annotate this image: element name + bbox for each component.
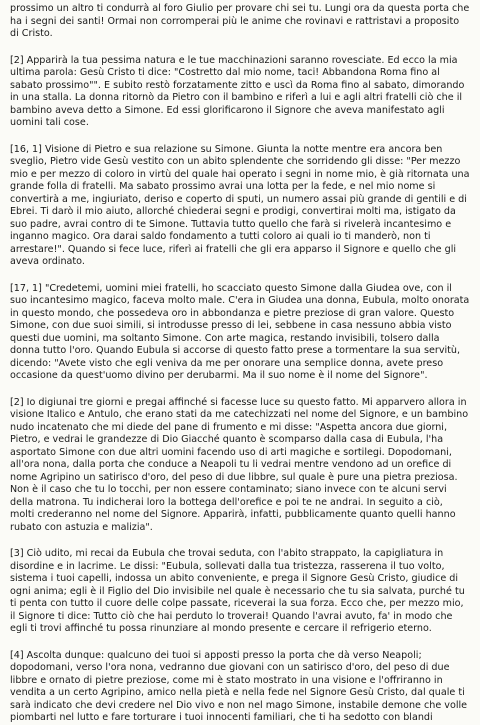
paragraph-15-2: [2] Apparirà la tua pessima natura e le tue macchinazioni saranno rovesciate. Ed ecco la mia ultima parola: Gesù Cristo ti dice: "Costretto dal mio nome, taci! Abbandona Roma fino al sabato prossimo"". E subito restò forzatamente zitto e uscì da Roma fino al sabato, dimorando in una stalla. La donna ritornò da Pietro con il bambino e riferì a lui e agli altri fratelli ciò che il bambino aveva detto a Simone. Ed essi glorificarono il Signore che aveva manifestato agli uomini tali cose. xyxy=(10,54,465,128)
paragraph-intro: prossimo un altro ti condurrà al foro Giulio per provare chi sei tu. Lungi ora da questa porta che ha i segni dei santi! Ormai non corromperai più le anime che rovinavi e rattristavi a proposito di Cristo. xyxy=(10,3,470,39)
paragraph-17-4: [4] Ascolta dunque: qualcuno dei tuoi si apposti presso la porta che dà verso Neapoli; dopodomani, verso l'ora nona, vedranno due giovani con un satirisco d'oro, del peso di due libbre e ornato di pietre preziose, come mi è stato mostrato in una visione e l'offriranno in vendita a un certo Agripino, amico nella pietà e nella fede nel Signore Gesù Cristo, dal quale ti sarà indicato che devi credere nel Dio vivo e non nel mago Simone, instabile demone che volle piombarti nel lutto e fare torturare i tuoi innocenti familiari, che ti ha sedotto con blandi xyxy=(10,649,468,723)
paragraph-17-3: [3] Ciò udito, mi recai da Eubula che trovai seduta, con l'abito strappato, la capigliatura in disordine e in lacrime. Le dissi: "Eubula, sollevati dalla tua tristezza, rasserena il tuo volto, sistema i tuoi capelli, indossa un abito conveniente, e prega il Signore Gesù Cristo, giudice di ogni anima; egli è il Figlio del Dio invisibile nel quale è necessario che tu sia salvata, purché tu ti penta con tutto il cuore delle colpe passate, riceverai la sua forza. Ecco che, per mezzo mio, il Signore ti dice: Tutto ciò che hai perduto lo troverai! Quando l'avrai avuto, fa' in modo che egli ti trovi affinché tu possa rinunziare al mondo presente e cercare il refrigerio eterno. xyxy=(10,548,465,634)
paragraph-17-1: [17, 1] "Credetemi, uomini miei fratelli, ho scacciato questo Simone dalla Giudea ove, con il suo incantesimo magico, faceva molto male. C'era in Giudea una donna, Eubula, molto onorata in questo mondo, che possedeva oro in abbondanza e pietre preziose di gran valore. Questo Simone, con due suoi simili, si introdusse presso di lei, sebbene in casa nessuno abbia visto questi due uomini, ma soltanto Simone. Con arte magica, restando invisibili, tolsero dalla donna tutto l'oro. Quando Eubula si accorse di questo fatto prese a tormentare la sua servitù, dicendo: "Avete visto che egli veniva da me per onorare una semplice donna, avete preso occasione da quest'uomo divino per derubarmi. Ma il suo nome è il nome del Signore". xyxy=(10,282,470,381)
paragraph-17-2: [2] Io digiunai tre giorni e pregai affinché si facesse luce su questo fatto. Mi apparvero allora in visione Italico e Antulo, che erano stati da me catechizzati nel nome del Signore, e un bambino nudo incatenato che mi diede del pane di frumento e mi disse: "Aspetta ancora due giorni, Pietro, e vedrai le grandezze di Dio Giacché quanto è scomparso dalla casa di Eubula, l'ha asportato Simone con due altri uomini facendo uso di arti magiche e sortilegi. Dopodomani, all'ora nona, dalla porta che conduce a Neapoli tu li vedrai mentre vendono ad un orefice di nome Agripino un satirisco d'oro, del peso di due libbre, sul quale è pure una pietra preziosa. Non è il caso che tu lo tocchi, per non essere contaminato; siano invece con te alcuni servi della matrona. Tu indicherai loro la bottega dell'orefice e poi te ne andrai. In seguito a ciò, molti crederanno nel nome del Signore. Apparirà, infatti, pubblicamente quanto quelli hanno rubato con astuzia e malizia". xyxy=(10,396,469,533)
paragraph-16-1: [16, 1] Visione di Pietro e sua relazione su Simone. Giunta la notte mentre era ancora ben sveglio, Pietro vide Gesù vestito con un abito splendente che sorridendo gli disse: "Per mezzo mio e per mezzo di coloro in virtù del quale hai operato i segni in nome mio, è già ritornata una grande folla di fratelli. Ma sabato prossimo avrai una lotta per la fede, e nel mio nome si convertirà a me, ingiuriato, deriso e coperto di sputi, un numero assai più grande di gentili e di Ebrei. Ti darò il mio aiuto, allorché chiederai segni e prodigi, convertirai molti ma, istigato da suo padre, avrai contro di te Simone. Tuttavia tutto quello che farà si rivelerà incantesimo e inganno magico. Ora darai saldo fondamento a tutti coloro ai quali io ti manderò, non ti arrestare!". Quando si fece luce, riferì ai fratelli che gli era apparso il Signore e quello che gli aveva ordinato. xyxy=(10,143,470,267)
